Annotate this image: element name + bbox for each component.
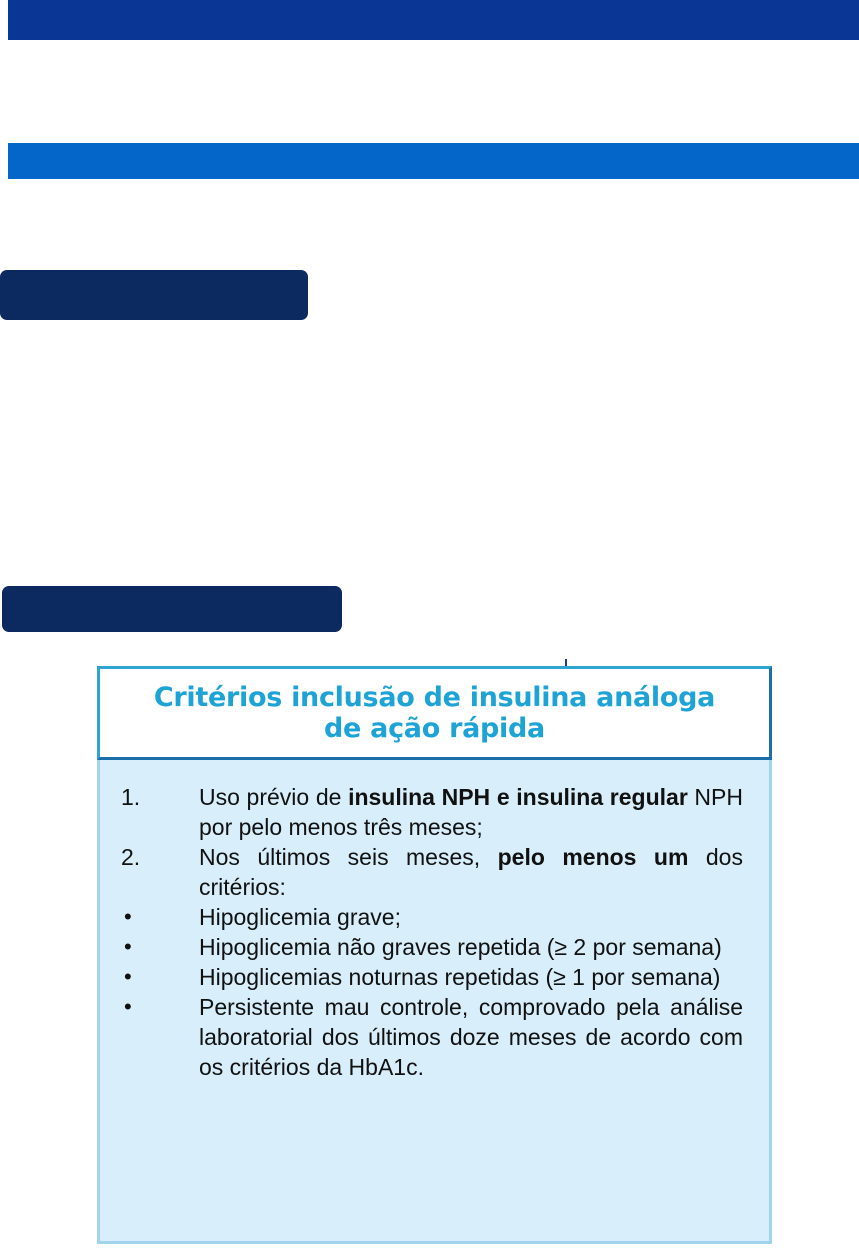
- list-item: [121, 992, 743, 1082]
- criteria-card: [97, 666, 772, 1244]
- list-item-text: Uso prévio de insulina NPH e insulina regular NPH por pelo menos três meses;: [199, 784, 743, 840]
- list-item-text: Persistente mau controle, comprovado pela análise laboratorial dos últimos doze meses de acordo com os critérios da HbA1c.: [199, 994, 743, 1080]
- list-item-text: Hipoglicemia não graves repetida (≥ 2 por semana): [199, 934, 722, 960]
- list-item-text: Nos últimos seis meses, pelo menos um dos critérios:: [199, 844, 743, 900]
- list-item-text: Hipoglicemias noturnas repetidas (≥ 1 por semana): [199, 964, 721, 990]
- title-line-1: Critérios inclusão de insulina análoga: [153, 682, 716, 713]
- list-number: 1.: [121, 784, 141, 810]
- bullet-icon: •: [124, 934, 132, 959]
- bullet-icon: •: [124, 994, 132, 1019]
- list-item: [121, 782, 743, 842]
- list-item: [121, 842, 743, 902]
- bullet-icon: •: [124, 904, 132, 929]
- bullet-icon: •: [124, 964, 132, 989]
- list-item-text: Hipoglicemia grave;: [199, 904, 401, 930]
- list-item: [121, 902, 743, 932]
- section-label-box-2: [2, 586, 342, 632]
- section-label-box-1: [0, 270, 308, 320]
- title-line-2: de ação rápida: [324, 713, 545, 744]
- list-item: [121, 932, 743, 962]
- list-number: 2.: [121, 844, 141, 870]
- criteria-list: [97, 760, 772, 1244]
- criteria-card-title: [146, 682, 723, 744]
- list-item: [121, 962, 743, 992]
- criteria-card-header: [97, 666, 772, 760]
- header-bar-dark: [8, 0, 859, 40]
- header-bar-blue: [8, 143, 859, 179]
